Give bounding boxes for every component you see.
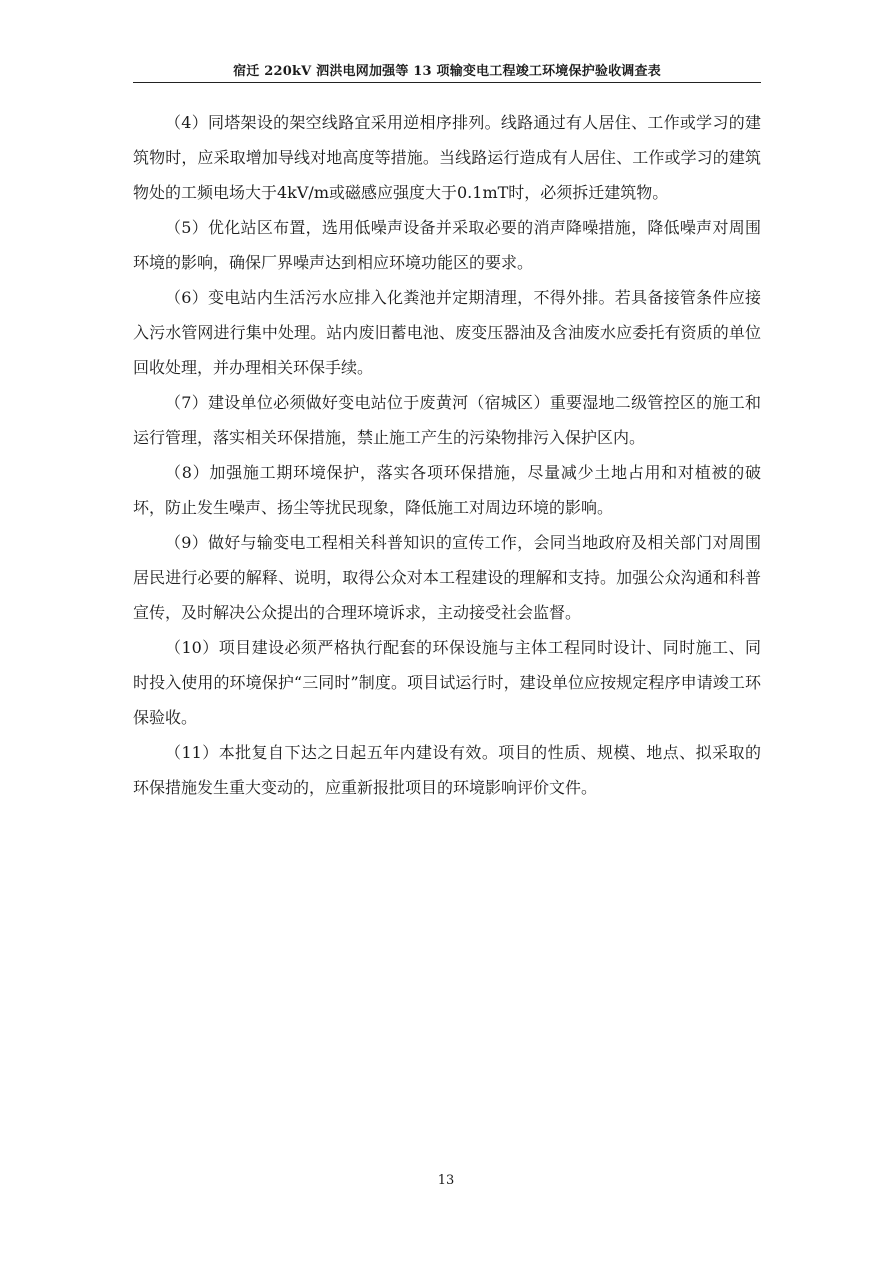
body-text (133, 105, 761, 805)
paragraph-item-8: （8）加强施工期环境保护，落实各项环保措施，尽量减少土地占用和对植被的破坏，防止发生噪声、扬尘等扰民现象，降低施工对周边环境的影响。 (133, 463, 761, 517)
paragraph-item-6: （6）变电站内生活污水应排入化粪池并定期清理，不得外排。若具备接管条件应接入污水管网进行集中处理。站内废旧蓄电池、废变压器油及含油废水应委托有资质的单位回收处理，并办理相关环保手续。 (133, 288, 761, 377)
paragraph-item-9: （9）做好与输变电工程相关科普知识的宣传工作，会同当地政府及相关部门对周围居民进行必要的解释、说明，取得公众对本工程建设的理解和支持。加强公众沟通和科普宣传，及时解决公众提出的合理环境诉求，主动接受社会监督。 (133, 533, 761, 622)
paragraph-item-5: （5）优化站区布置，选用低噪声设备并采取必要的消声降噪措施，降低噪声对周围环境的影响，确保厂界噪声达到相应环境功能区的要求。 (133, 218, 761, 272)
paragraph-item-7: （7）建设单位必须做好变电站位于废黄河（宿城区）重要湿地二级管控区的施工和运行管理，落实相关环保措施，禁止施工产生的污染物排污入保护区内。 (133, 393, 761, 447)
paragraph-item-10: （10）项目建设必须严格执行配套的环保设施与主体工程同时设计、同时施工、同时投入使用的环境保护“三同时”制度。项目试运行时，建设单位应按规定程序申请竣工环保验收。 (133, 638, 761, 727)
page-number: 13 (437, 1173, 455, 1188)
running-header: 宿迁 220kV 泗洪电网加强等 13 项输变电工程竣工环境保护验收调查表 (233, 64, 661, 79)
paragraph-item-11: （11）本批复自下达之日起五年内建设有效。项目的性质、规模、地点、拟采取的环保措施发生重大变动的，应重新报批项目的环境影响评价文件。 (133, 743, 761, 797)
header-rule (133, 82, 761, 83)
paragraph-item-4: （4）同塔架设的架空线路宜采用逆相序排列。线路通过有人居住、工作或学习的建筑物时，应采取增加导线对地高度等措施。当线路运行造成有人居住、工作或学习的建筑物处的工频电场大于4kV/m或磁感应强度大于0.1mT时，必须拆迁建筑物。 (133, 113, 761, 202)
